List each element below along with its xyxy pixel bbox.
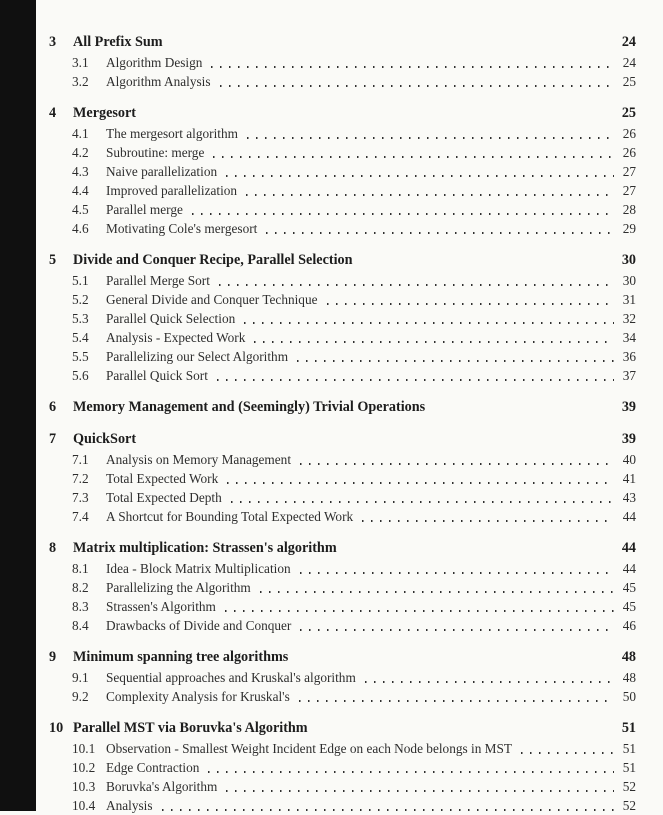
section-title: Minimum spanning tree algorithms xyxy=(73,649,289,665)
subsection-number: 7.2 xyxy=(72,471,89,486)
subsection-number: 8.3 xyxy=(72,599,89,614)
section-page-number: 39 xyxy=(621,399,636,415)
toc-subsection-entry[interactable] xyxy=(49,469,636,488)
toc-section-block xyxy=(49,648,636,706)
toc-subsection-entry[interactable] xyxy=(49,668,636,687)
section-page-number: 44 xyxy=(621,540,636,556)
subsection-page-number: 26 xyxy=(622,145,636,160)
section-page-number: 24 xyxy=(621,34,636,50)
subsection-number: 10.2 xyxy=(72,760,96,775)
subsection-page-number: 26 xyxy=(622,126,636,141)
subsection-number: 7.4 xyxy=(72,509,89,524)
toc-subsection-entry[interactable] xyxy=(49,758,636,777)
toc-subsection-entry[interactable] xyxy=(49,53,636,72)
section-title: QuickSort xyxy=(73,431,137,447)
subsection-number: 10.3 xyxy=(72,779,96,794)
dotted-leader xyxy=(231,501,614,503)
subsection-page-number: 51 xyxy=(622,741,636,756)
subsection-page-number: 28 xyxy=(622,202,636,217)
subsection-title: Analysis on Memory Management xyxy=(106,452,292,467)
subsection-page-number: 48 xyxy=(622,670,636,685)
toc-section-entry[interactable] xyxy=(49,719,636,738)
toc-section-block xyxy=(49,398,636,417)
toc-section-block xyxy=(49,539,636,635)
subsection-title: Parallel merge xyxy=(106,202,183,217)
section-title: All Prefix Sum xyxy=(73,34,163,50)
subsection-page-number: 36 xyxy=(622,349,636,364)
subsection-title: Improved parallelization xyxy=(106,183,238,198)
dotted-leader xyxy=(260,591,614,593)
toc-section-entry[interactable] xyxy=(49,648,636,667)
dotted-leader xyxy=(266,232,614,234)
subsection-page-number: 45 xyxy=(622,580,636,595)
dotted-leader xyxy=(247,137,614,139)
left-dark-strip xyxy=(0,0,36,811)
subsection-page-number: 43 xyxy=(622,490,636,505)
dotted-leader xyxy=(225,610,614,612)
section-title: Parallel MST via Boruvka's Algorithm xyxy=(73,720,308,736)
subsection-title: Complexity Analysis for Kruskal's xyxy=(106,689,290,704)
subsection-page-number: 40 xyxy=(622,452,636,467)
subsection-title: Drawbacks of Divide and Conquer xyxy=(106,618,292,633)
subsection-number: 10.4 xyxy=(72,798,96,813)
subsection-number: 5.1 xyxy=(72,273,89,288)
subsection-title: The mergesort algorithm xyxy=(106,126,238,141)
section-title: Divide and Conquer Recipe, Parallel Selection xyxy=(73,252,353,268)
subsection-title: Motivating Cole's mergesort xyxy=(106,221,258,236)
toc-subsection-entry[interactable] xyxy=(49,488,636,507)
toc-subsection-entry[interactable] xyxy=(49,559,636,578)
dotted-leader xyxy=(226,175,614,177)
toc-subsection-entry[interactable] xyxy=(49,72,636,91)
section-title: Memory Management and (Seemingly) Trivial Operations xyxy=(73,399,426,415)
toc-subsection-entry[interactable] xyxy=(49,328,636,347)
subsection-title: Sequential approaches and Kruskal's algorithm xyxy=(106,670,356,685)
toc-subsection-entry[interactable] xyxy=(49,796,636,815)
subsection-title: Subroutine: merge xyxy=(106,145,205,160)
dotted-leader xyxy=(219,284,614,286)
toc-section-entry[interactable] xyxy=(49,104,636,123)
section-page-number: 39 xyxy=(621,431,636,447)
subsection-page-number: 30 xyxy=(622,273,636,288)
section-number: 10 xyxy=(49,720,64,736)
toc-section-entry[interactable] xyxy=(49,251,636,270)
dotted-leader xyxy=(297,360,614,362)
subsection-number: 5.5 xyxy=(72,349,89,364)
subsection-page-number: 25 xyxy=(622,74,636,89)
dotted-leader xyxy=(521,752,614,754)
subsection-number: 4.6 xyxy=(72,221,89,236)
dotted-leader xyxy=(192,213,614,215)
subsection-page-number: 32 xyxy=(622,311,636,326)
subsection-title: Parallel Quick Selection xyxy=(106,311,236,326)
subsection-number: 5.4 xyxy=(72,330,89,345)
subsection-title: Algorithm Analysis xyxy=(106,74,211,89)
section-title: Matrix multiplication: Strassen's algorithm xyxy=(73,540,337,556)
subsection-title: Strassen's Algorithm xyxy=(106,599,216,614)
dotted-leader xyxy=(208,771,614,773)
toc-subsection-entry[interactable] xyxy=(49,271,636,290)
toc-subsection-entry[interactable] xyxy=(49,739,636,758)
toc-section-block xyxy=(49,251,636,385)
subsection-number: 7.3 xyxy=(72,490,89,505)
subsection-page-number: 27 xyxy=(622,183,636,198)
subsection-title: General Divide and Conquer Technique xyxy=(106,292,318,307)
subsection-page-number: 44 xyxy=(622,509,636,524)
dotted-leader xyxy=(254,341,614,343)
dotted-leader xyxy=(362,520,614,522)
subsection-page-number: 45 xyxy=(622,599,636,614)
toc-subsection-entry[interactable] xyxy=(49,309,636,328)
toc-subsection-entry[interactable] xyxy=(49,181,636,200)
toc-subsection-entry[interactable] xyxy=(49,124,636,143)
subsection-title: Parallelizing the Algorithm xyxy=(106,580,251,595)
subsection-number: 3.2 xyxy=(72,74,89,89)
subsection-title: Edge Contraction xyxy=(106,760,200,775)
subsection-page-number: 34 xyxy=(622,330,636,345)
dotted-leader xyxy=(211,66,614,68)
subsection-page-number: 46 xyxy=(622,618,636,633)
subsection-title: Naive parallelization xyxy=(106,164,218,179)
dotted-leader xyxy=(244,322,614,324)
section-title: Mergesort xyxy=(73,105,137,121)
section-number: 8 xyxy=(49,540,57,556)
subsection-page-number: 29 xyxy=(622,221,636,236)
subsection-number: 8.2 xyxy=(72,580,89,595)
section-number: 4 xyxy=(49,105,57,121)
subsection-title: Analysis - Expected Work xyxy=(106,330,246,345)
dotted-leader xyxy=(299,700,614,702)
toc-subsection-entry[interactable] xyxy=(49,450,636,469)
subsection-page-number: 27 xyxy=(622,164,636,179)
subsection-title: Parallel Quick Sort xyxy=(106,368,208,383)
subsection-title: Observation - Smallest Weight Incident Edge on each Node belongs in MST xyxy=(106,741,513,756)
subsection-number: 4.4 xyxy=(72,183,89,198)
subsection-number: 4.5 xyxy=(72,202,89,217)
subsection-page-number: 52 xyxy=(622,779,636,794)
toc-subsection-entry[interactable] xyxy=(49,616,636,635)
subsection-number: 8.4 xyxy=(72,618,89,633)
subsection-title: A Shortcut for Bounding Total Expected Work xyxy=(106,509,354,524)
toc-subsection-entry[interactable] xyxy=(49,347,636,366)
subsection-title: Analysis xyxy=(106,798,153,813)
toc-section-block xyxy=(49,719,636,815)
toc-subsection-entry[interactable] xyxy=(49,578,636,597)
subsection-page-number: 50 xyxy=(622,689,636,704)
subsection-number: 5.3 xyxy=(72,311,89,326)
subsection-title: Boruvka's Algorithm xyxy=(106,779,218,794)
toc-subsection-entry[interactable] xyxy=(49,200,636,219)
subsection-title: Idea - Block Matrix Multiplication xyxy=(106,561,291,576)
subsection-title: Algorithm Design xyxy=(106,55,203,70)
section-page-number: 30 xyxy=(621,252,636,268)
subsection-page-number: 31 xyxy=(622,292,636,307)
subsection-title: Total Expected Work xyxy=(106,471,219,486)
subsection-page-number: 44 xyxy=(622,561,636,576)
toc-subsection-entry[interactable] xyxy=(49,219,636,238)
toc-subsection-entry[interactable] xyxy=(49,777,636,796)
toc-subsection-entry[interactable] xyxy=(49,507,636,526)
section-number: 5 xyxy=(49,252,57,268)
dotted-leader xyxy=(300,572,614,574)
subsection-number: 4.1 xyxy=(72,126,89,141)
subsection-number: 5.2 xyxy=(72,292,89,307)
section-number: 6 xyxy=(49,399,57,415)
toc-section-entry[interactable] xyxy=(49,539,636,558)
subsection-number: 5.6 xyxy=(72,368,89,383)
subsection-page-number: 51 xyxy=(622,760,636,775)
toc-section-block xyxy=(49,430,636,526)
section-page-number: 51 xyxy=(621,720,636,736)
subsection-page-number: 41 xyxy=(622,471,636,486)
dotted-leader xyxy=(365,681,614,683)
subsection-number: 4.3 xyxy=(72,164,89,179)
dotted-leader xyxy=(220,85,614,87)
toc-section-entry[interactable] xyxy=(49,33,636,52)
subsection-number: 9.2 xyxy=(72,689,89,704)
toc-subsection-entry[interactable] xyxy=(49,162,636,181)
dotted-leader xyxy=(227,482,614,484)
subsection-number: 7.1 xyxy=(72,452,89,467)
toc-section-block xyxy=(49,104,636,238)
toc-subsection-entry[interactable] xyxy=(49,687,636,706)
toc-subsection-entry[interactable] xyxy=(49,143,636,162)
dotted-leader xyxy=(226,790,614,792)
subsection-number: 10.1 xyxy=(72,741,96,756)
section-page-number: 25 xyxy=(621,105,636,121)
toc-section-entry[interactable] xyxy=(49,398,636,417)
subsection-number: 8.1 xyxy=(72,561,89,576)
subsection-title: Total Expected Depth xyxy=(106,490,222,505)
subsection-number: 4.2 xyxy=(72,145,89,160)
toc-section-entry[interactable] xyxy=(49,430,636,449)
toc-subsection-entry[interactable] xyxy=(49,597,636,616)
subsection-title: Parallelizing our Select Algorithm xyxy=(106,349,289,364)
section-number: 9 xyxy=(49,649,57,665)
subsection-number: 9.1 xyxy=(72,670,89,685)
dotted-leader xyxy=(246,194,614,196)
dotted-leader xyxy=(300,463,614,465)
subsection-title: Parallel Merge Sort xyxy=(106,273,210,288)
section-page-number: 48 xyxy=(621,649,636,665)
toc-subsection-entry[interactable] xyxy=(49,290,636,309)
dotted-leader xyxy=(300,629,614,631)
dotted-leader xyxy=(213,156,614,158)
section-number: 3 xyxy=(49,34,57,50)
toc-section-block xyxy=(49,33,636,91)
dotted-leader xyxy=(327,303,614,305)
section-number: 7 xyxy=(49,431,57,447)
subsection-number: 3.1 xyxy=(72,55,89,70)
subsection-page-number: 24 xyxy=(622,55,636,70)
toc-subsection-entry[interactable] xyxy=(49,366,636,385)
subsection-page-number: 37 xyxy=(622,368,636,383)
subsection-page-number: 52 xyxy=(622,798,636,813)
dotted-leader xyxy=(217,379,614,381)
table-of-contents xyxy=(36,0,663,811)
